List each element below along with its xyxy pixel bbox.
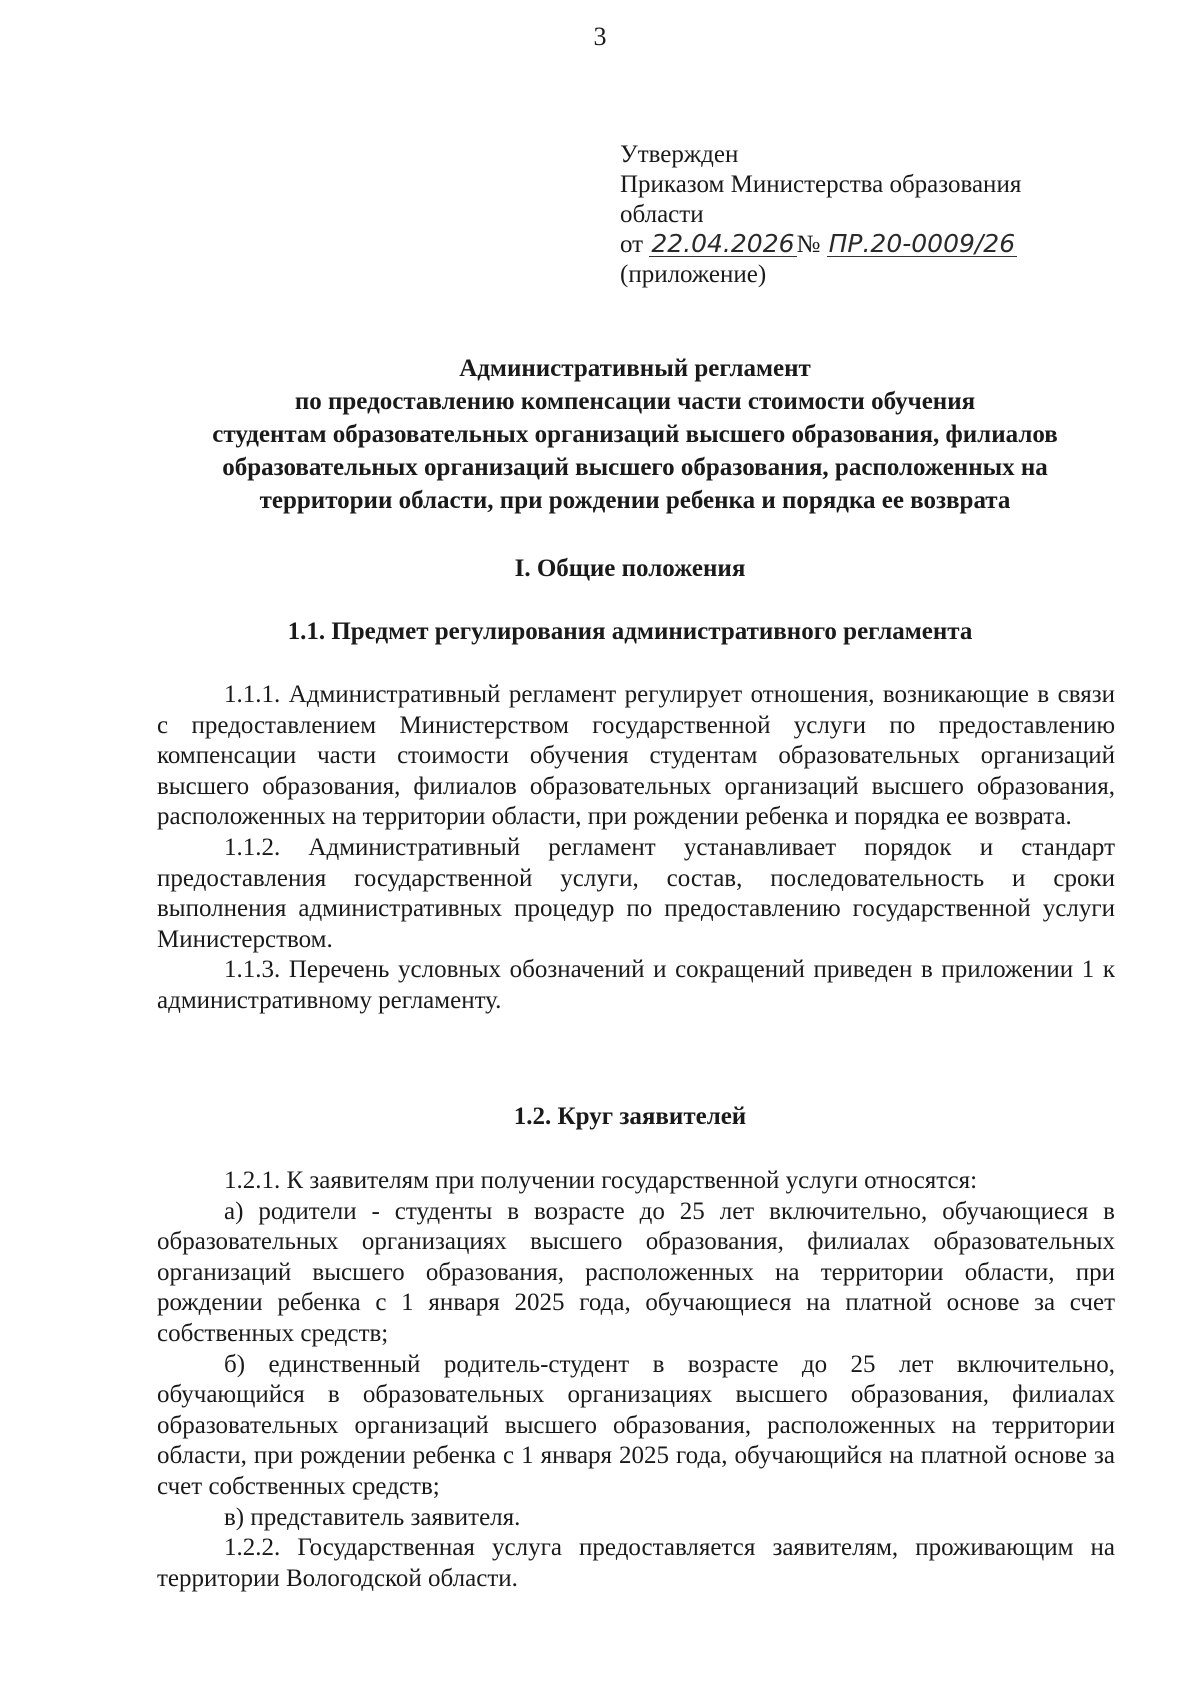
paragraph-1-1-2: 1.1.2. Административный регламент устанавливает порядок и стандарт предоставления государственной услуги, состав, последовательность и сроки выполнения административных процедур по предоставлению государственной услуги Министерством. <box>157 833 1115 953</box>
title-line-4: образовательных организаций высшего образования, расположенных на <box>222 454 1048 481</box>
approval-line-approved: Утвержден <box>620 141 739 168</box>
approval-line-date-number <box>620 230 1120 260</box>
section-heading-general: I. Общие положения <box>514 555 746 582</box>
handwritten-date: 22.04.2026 <box>651 229 795 258</box>
title-line-5: территории области, при рождении ребенка и порядка ее возврата <box>259 487 1011 514</box>
subsection-heading-1-2: 1.2. Круг заявителей <box>513 1103 747 1130</box>
paragraph-1-1-1: 1.1.1. Административный регламент регулирует отношения, возникающие в связи с предоставлением Министерством государственной услуги по предоставлению компенсации части стоимости обучения студентам образовательных организаций высшего образования, филиалов образовательных организаций высшего образования, расположенных на территории области, при рождении ребенка и порядка ее возврата. <box>157 681 1115 831</box>
number-sign: № <box>796 231 821 258</box>
paragraph-1-2-1-c: в) представитель заявителя. <box>224 1503 521 1531</box>
approval-from-prefix: от <box>620 231 644 258</box>
handwritten-order-number: ПР.20-0009/26 <box>828 229 1016 258</box>
approval-block <box>620 140 1120 290</box>
title-line-1: Административный регламент <box>459 355 811 382</box>
subsection-heading-1-1: 1.1. Предмет регулирования административного регламента <box>287 618 973 645</box>
paragraph-1-2-1-a: а) родители - студенты в возрасте до 25 лет включительно, обучающиеся в образовательных организациях высшего образования, филиалах образовательных организаций высшего образования, расположенных на территории области, при рождении ребенка с 1 января 2025 года, обучающиеся на платной основе за счет собственных средств; <box>157 1197 1115 1347</box>
approval-line-order: Приказом Министерства образования <box>620 171 1022 198</box>
paragraph-1-2-1-b: б) единственный родитель-студент в возрасте до 25 лет включительно, обучающийся в образовательных организациях высшего образования, филиалах образовательных организаций высшего образования, расположенных на территории области, при рождении ребенка с 1 января 2025 года, обучающийся на платной основе за счет собственных средств; <box>157 1350 1115 1500</box>
approval-line-appendix: (приложение) <box>620 261 767 288</box>
section-1-1-body <box>157 680 1115 1017</box>
paragraph-1-2-1: 1.2.1. К заявителям при получении государственной услуги относятся: <box>224 1167 978 1194</box>
paragraph-1-1-3: 1.1.3. Перечень условных обозначений и сокращений приведен в приложении 1 к административному регламенту. <box>157 956 1115 1014</box>
title-line-3: студентам образовательных организаций высшего образования, филиалов <box>212 421 1058 448</box>
title-line-2: по предоставлению компенсации части стоимости обучения <box>294 388 976 415</box>
paragraph-1-2-2: 1.2.2. Государственная услуга предоставляется заявителям, проживающим на территории Вологодской области. <box>157 1534 1115 1592</box>
approval-line-region: области <box>620 201 704 228</box>
section-1-2-body <box>157 1166 1115 1594</box>
page-number: 3 <box>593 22 607 51</box>
document-title <box>150 352 1120 517</box>
